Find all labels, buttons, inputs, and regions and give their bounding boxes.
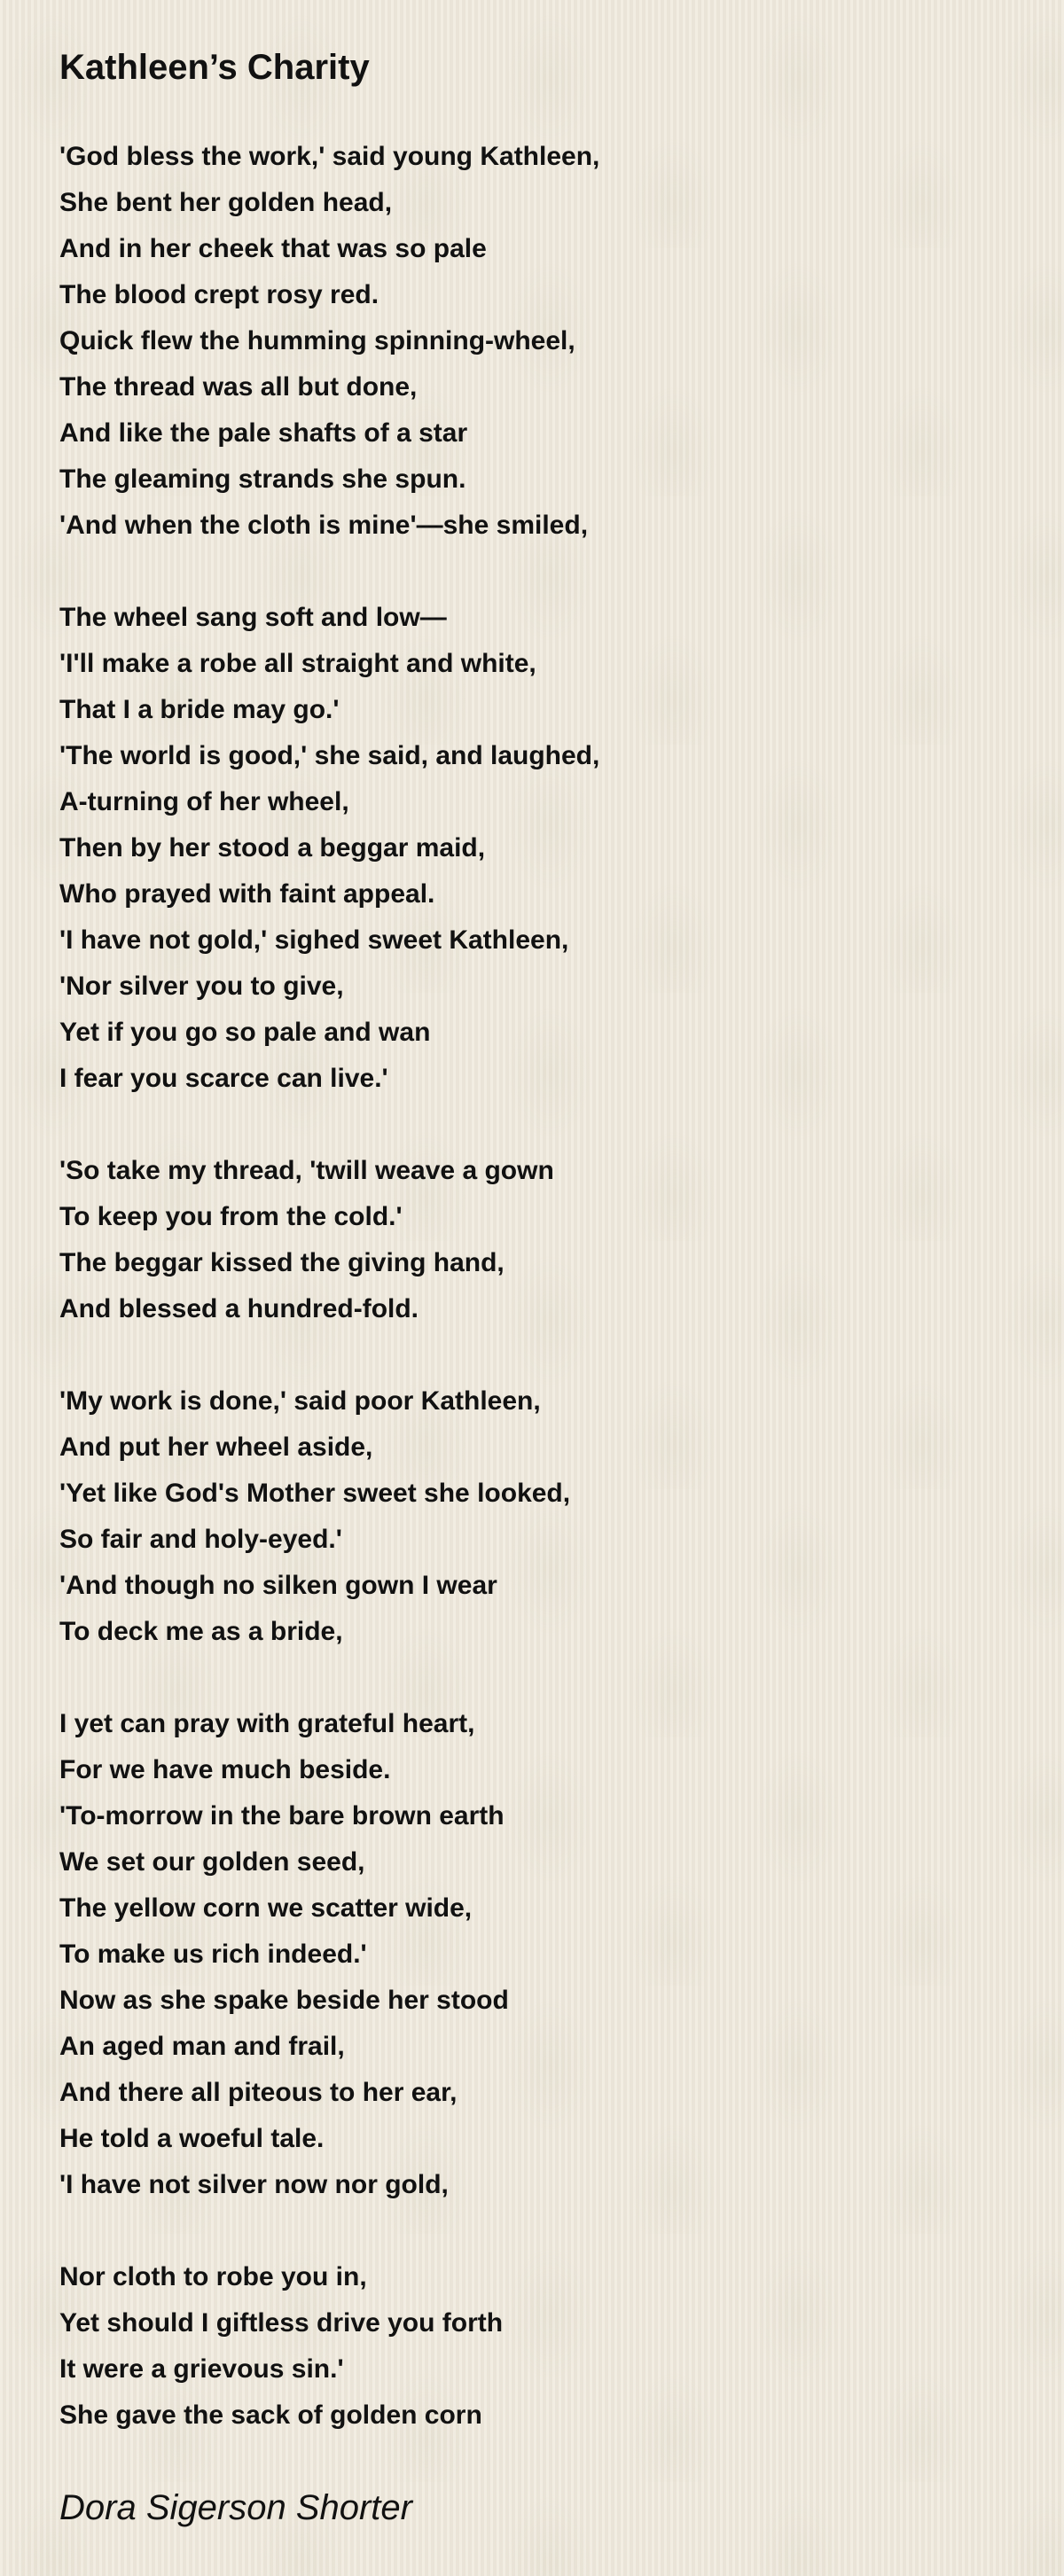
poem-line: It were a grievous sin.'	[59, 2354, 344, 2384]
poem-line: She bent her golden head,	[59, 188, 393, 217]
poem-line: To keep you from the cold.'	[59, 1202, 403, 1231]
poem-line: Now as she spake beside her stood	[59, 1986, 509, 2015]
poem-line: The thread was all but done,	[59, 372, 418, 402]
poem-title: Kathleen’s Charity	[59, 48, 370, 87]
poem-line: For we have much beside.	[59, 1755, 391, 1784]
poem-line: Nor cloth to robe you in,	[59, 2262, 367, 2291]
poem-line: Quick flew the humming spinning-wheel,	[59, 326, 575, 355]
stanza-2	[59, 595, 1017, 1102]
poem-line: The blood crept rosy red.	[59, 280, 379, 309]
poem-line: 'I have not silver now nor gold,	[59, 2170, 449, 2199]
poem-line: Who prayed with faint appeal.	[59, 879, 435, 909]
poem-line: 'And when the cloth is mine'—she smiled,	[59, 511, 589, 540]
poem-line: The wheel sang soft and low—	[59, 603, 447, 632]
poem-line: So fair and holy-eyed.'	[59, 1525, 342, 1554]
poem-line: 'Yet like God's Mother sweet she looked,	[59, 1479, 571, 1508]
stanza-6	[59, 2254, 1017, 2439]
poem-line: And put her wheel aside,	[59, 1432, 373, 1462]
poem-line: To deck me as a bride,	[59, 1617, 343, 1646]
poem-line: He told a woeful tale.	[59, 2124, 325, 2153]
poem-line: And there all piteous to her ear,	[59, 2078, 458, 2107]
poem-line: 'I'll make a robe all straight and white,	[59, 649, 536, 678]
stanza-4	[59, 1378, 1017, 1655]
poem-line: And like the pale shafts of a star	[59, 418, 468, 448]
poem-author: Dora Sigerson Shorter	[59, 2488, 412, 2527]
poem-line: And in her cheek that was so pale	[59, 234, 487, 263]
poem-line: 'The world is good,' she said, and laughed,	[59, 741, 600, 770]
poem-line: That I a bride may go.'	[59, 695, 340, 724]
poem-line: 'To-morrow in the bare brown earth	[59, 1801, 505, 1831]
stanza-3	[59, 1148, 1017, 1332]
poem-line: Then by her stood a beggar maid,	[59, 833, 486, 863]
stanza-5	[59, 1701, 1017, 2208]
poem-line: To make us rich indeed.'	[59, 1940, 367, 1969]
poem-line: 'I have not gold,' sighed sweet Kathleen,	[59, 925, 569, 955]
stanza-1	[59, 134, 1017, 549]
poem-line: The beggar kissed the giving hand,	[59, 1248, 505, 1277]
poem-line: We set our golden seed,	[59, 1847, 365, 1877]
poem-line: 'And though no silken gown I wear	[59, 1571, 497, 1600]
poem-body	[59, 134, 1017, 2485]
poem-line: 'So take my thread, 'twill weave a gown	[59, 1156, 554, 1185]
poem-line: 'My work is done,' said poor Kathleen,	[59, 1386, 541, 1416]
poem-line: 'God bless the work,' said young Kathleen,	[59, 142, 600, 171]
poem-line: 'Nor silver you to give,	[59, 972, 344, 1001]
poem-line: An aged man and frail,	[59, 2032, 345, 2061]
poem-line: The gleaming strands she spun.	[59, 464, 466, 494]
poem-line: I fear you scarce can live.'	[59, 1064, 388, 1093]
poem-line: I yet can pray with grateful heart,	[59, 1709, 475, 1738]
poem-line: She gave the sack of golden corn	[59, 2400, 482, 2430]
poem-line: Yet if you go so pale and wan	[59, 1018, 431, 1047]
poem-line: A-turning of her wheel,	[59, 787, 349, 816]
poem-line: And blessed a hundred-fold.	[59, 1294, 419, 1323]
poem-line: The yellow corn we scatter wide,	[59, 1893, 473, 1923]
poem-line: Yet should I giftless drive you forth	[59, 2308, 504, 2338]
